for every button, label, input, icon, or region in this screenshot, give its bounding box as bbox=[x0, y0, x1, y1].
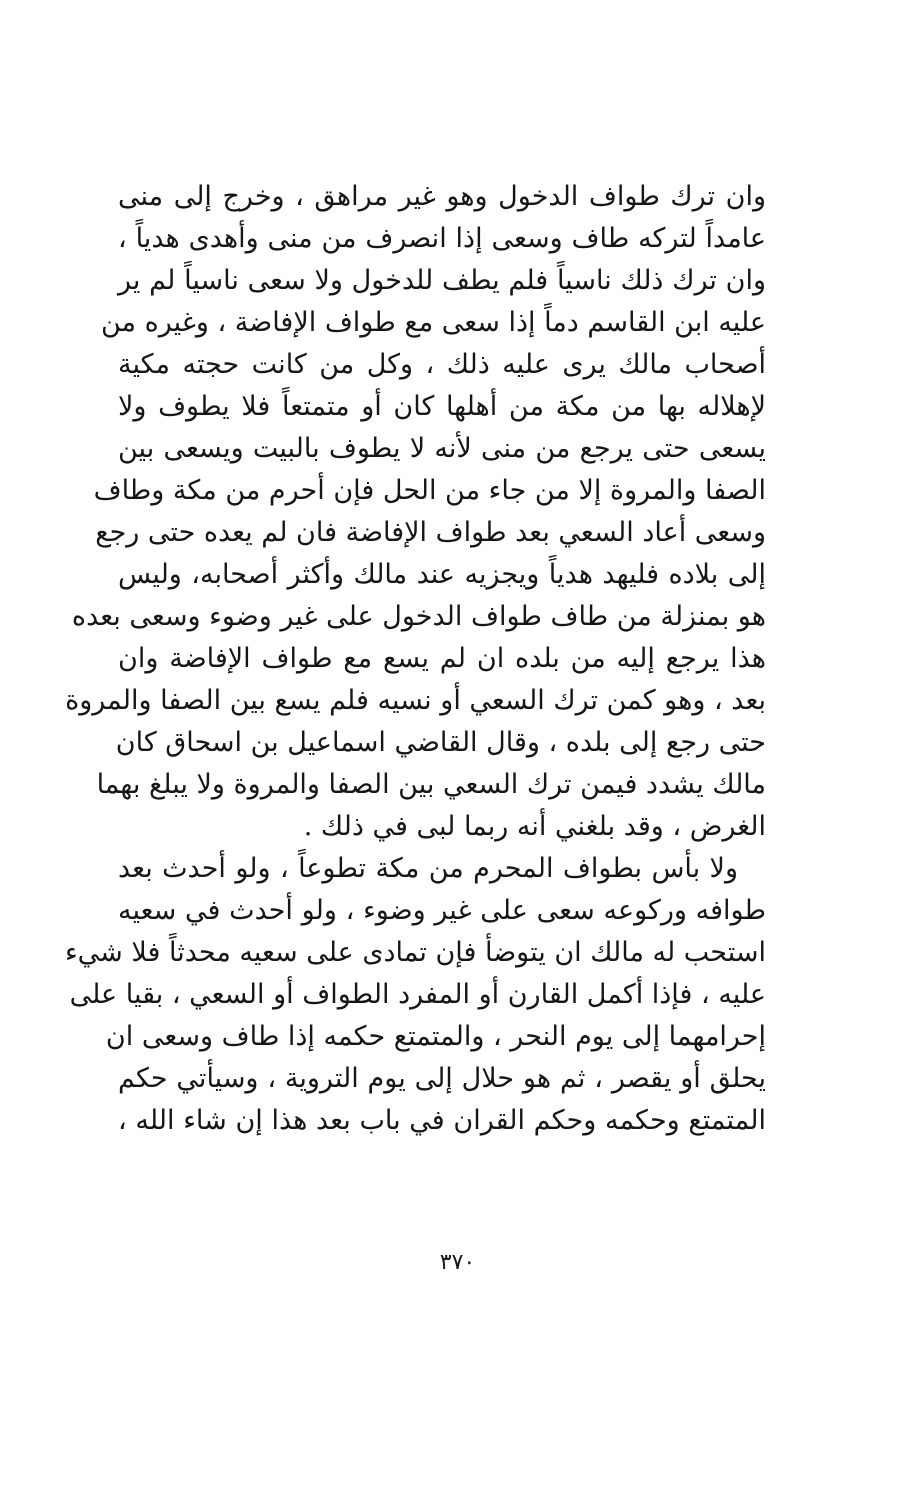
paragraph-1 bbox=[65, 176, 766, 848]
text-line: وان ترك ذلك ناسياً فلم يطف للدخول ولا سعى ناسياً لم ير bbox=[118, 265, 766, 296]
text-line: استحب له مالك ان يتوضأ فإن تمادى على سعيه محدثاً فلا شيء bbox=[64, 937, 766, 968]
text-line: إحرامهما إلى يوم النحر ، والمتمتع حكمه إذا طاف وسعى ان bbox=[105, 1021, 766, 1052]
text-line: إلى بلاده فليهد هدياً ويجزيه عند مالك وأكثر أصحابه، وليس bbox=[118, 559, 766, 590]
text-line: الصفا والمروة إلا من جاء من الحل فإن أحرم من مكة وطاف bbox=[93, 475, 766, 506]
text-line: وسعى أعاد السعي بعد طواف الإفاضة فان لم يعده حتى رجع bbox=[95, 517, 766, 548]
text-line: المتمتع وحكمه وحكم القران في باب بعد هذا إن شاء الله ، bbox=[118, 1105, 766, 1136]
text-line: حتى رجع إلى بلده ، وقال القاضي اسماعيل بن اسحاق كان bbox=[115, 727, 766, 758]
text-line: الغرض ، وقد بلغني أنه ربما لبى في ذلك . bbox=[303, 811, 766, 842]
text-line: أصحاب مالك يرى عليه ذلك ، وكل من كانت حجته مكية bbox=[118, 349, 766, 380]
text-line: طوافه وركوعه سعى على غير وضوء ، ولو أحدث في سعيه bbox=[118, 895, 766, 926]
text-line: هذا يرجع إليه من بلده ان لم يسع مع طواف الإفاضة وان bbox=[118, 643, 766, 674]
text-line: مالك يشدد فيمن ترك السعي بين الصفا والمروة ولا يبلغ بهما bbox=[96, 769, 766, 800]
text-line: عليه ، فإذا أكمل القارن أو المفرد الطواف أو السعي ، بقيا على bbox=[69, 979, 766, 1010]
text-line: بعد ، وهو كمن ترك السعي أو نسيه فلم يسع بين الصفا والمروة bbox=[65, 685, 766, 716]
text-line: عامداً لتركه طاف وسعى إذا انصرف من منى وأهدى هدياً ، bbox=[118, 223, 766, 254]
page-number: ٣٧٠ bbox=[439, 1250, 476, 1275]
paragraph-2 bbox=[64, 848, 766, 1142]
text-line: ولا بأس بطواف المحرم من مكة تطوعاً ، ولو أحدث بعد bbox=[118, 853, 738, 884]
text-line: يحلق أو يقصر ، ثم هو حلال إلى يوم التروية ، وسيأتي حكم bbox=[118, 1063, 766, 1094]
text-line: وان ترك طواف الدخول وهو غير مراهق ، وخرج إلى منى bbox=[118, 181, 766, 212]
main-text-block bbox=[64, 176, 766, 1142]
text-line: لإهلاله بها من مكة من أهلها كان أو متمتعاً فلا يطوف ولا bbox=[118, 391, 766, 422]
text-line: يسعى حتى يرجع من منى لأنه لا يطوف بالبيت ويسعى بين bbox=[118, 433, 766, 464]
text-line: عليه ابن القاسم دماً إذا سعى مع طواف الإفاضة ، وغيره من bbox=[100, 307, 766, 338]
text-line: هو بمنزلة من طاف طواف الدخول على غير وضوء وسعى بعده bbox=[71, 601, 766, 632]
